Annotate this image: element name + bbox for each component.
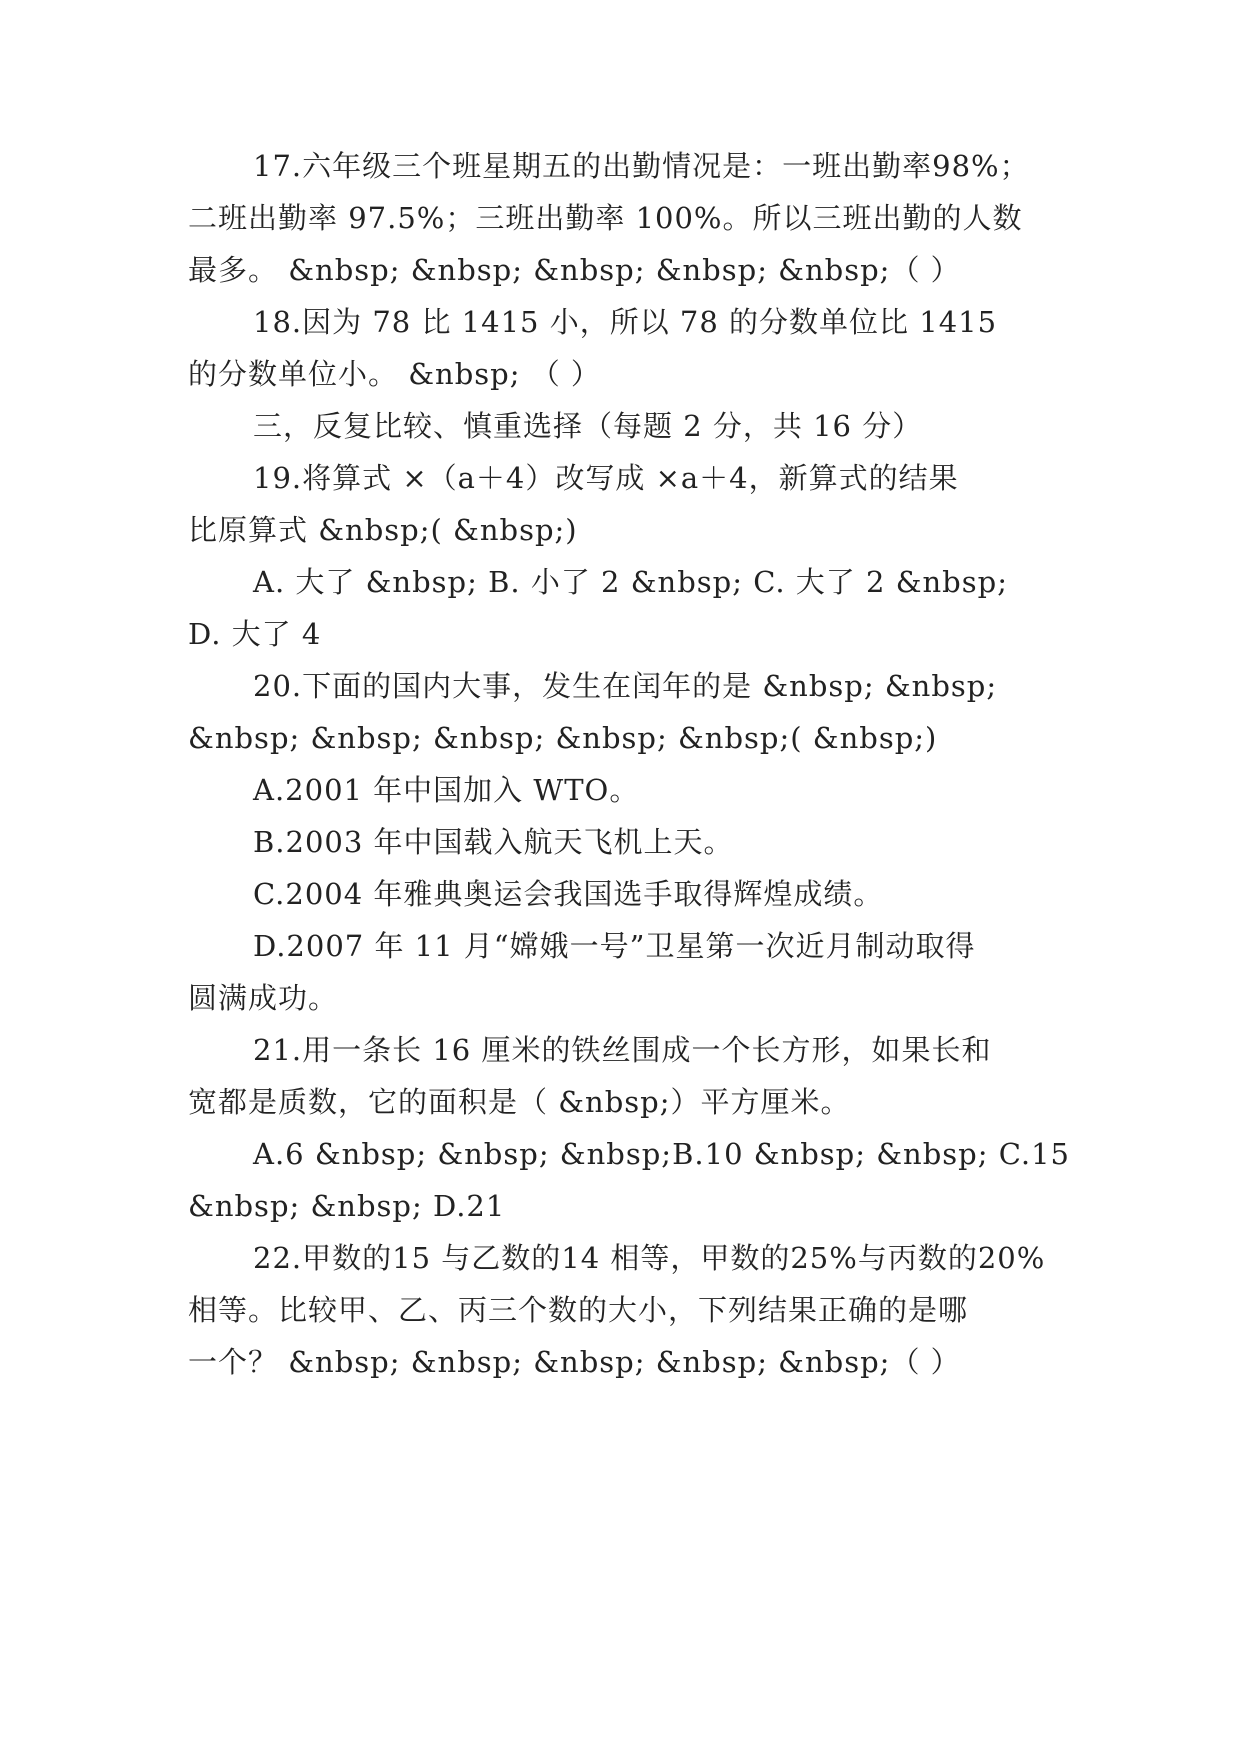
q19-line-2: 比原算式 &nbsp;( &nbsp;) [188, 513, 578, 547]
q18-line-1: 18.因为 78 比 1415 小，所以 78 的分数单位比 1415 [253, 305, 998, 339]
q21-line-1: 21.用一条长 16 厘米的铁丝围成一个长方形，如果长和 [253, 1033, 992, 1067]
section-3-heading: 三，反复比较、慎重选择（每题 2 分，共 16 分） [253, 409, 923, 443]
q20-option-d-line-1: D.2007 年 11 月“嫦娥一号”卫星第一次近月制动取得 [253, 929, 976, 963]
q22-line-3: 一个？ &nbsp; &nbsp; &nbsp; &nbsp; &nbsp;（ ） [188, 1345, 961, 1379]
q21-options-line-1: A.6 &nbsp; &nbsp; &nbsp;B.10 &nbsp; &nbsp; C.15 [253, 1137, 1070, 1171]
q22-line-2: 相等。比较甲、乙、丙三个数的大小，下列结果正确的是哪 [188, 1293, 969, 1327]
q17-line-3: 最多。 &nbsp; &nbsp; &nbsp; &nbsp; &nbsp;（ ） [188, 253, 961, 287]
q17-line-1: 17.六年级三个班星期五的出勤情况是：一班出勤率98%； [253, 149, 1030, 183]
q20-option-c: C.2004 年雅典奥运会我国选手取得辉煌成绩。 [253, 877, 884, 911]
q21-line-2: 宽都是质数，它的面积是（ &nbsp;）平方厘米。 [188, 1085, 851, 1119]
q20-option-b: B.2003 年中国载入航天飞机上天。 [253, 825, 734, 859]
q19-options-line-2: D. 大了 4 [188, 617, 322, 651]
q22-line-1: 22.甲数的15 与乙数的14 相等，甲数的25%与丙数的20% [253, 1241, 1046, 1275]
q21-options-line-2: &nbsp; &nbsp; D.21 [188, 1189, 506, 1223]
q20-line-2: &nbsp; &nbsp; &nbsp; &nbsp; &nbsp;( &nbsp;) [188, 721, 938, 755]
q19-line-1: 19.将算式 ×（a＋4）改写成 ×a＋4，新算式的结果 [253, 461, 959, 495]
q20-option-d-line-2: 圆满成功。 [188, 981, 339, 1015]
q17-line-2: 二班出勤率 97.5%；三班出勤率 100%。所以三班出勤的人数 [188, 201, 1023, 235]
q20-line-1: 20.下面的国内大事，发生在闰年的是 &nbsp; &nbsp; [253, 669, 998, 703]
q19-options-line-1: A. 大了 &nbsp; B. 小了 2 &nbsp; C. 大了 2 &nbsp; [253, 565, 1008, 599]
q20-option-a: A.2001 年中国加入 WTO。 [253, 773, 640, 807]
q18-line-2: 的分数单位小。 &nbsp; （ ） [188, 357, 601, 391]
